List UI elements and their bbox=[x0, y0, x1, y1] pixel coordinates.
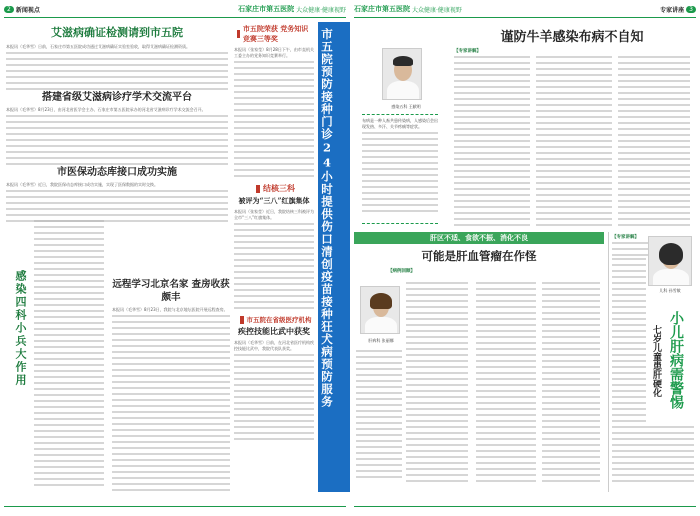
page-number: 3 bbox=[686, 6, 696, 13]
article-body bbox=[234, 47, 314, 177]
footer-rule bbox=[4, 506, 346, 507]
body-text-block bbox=[234, 223, 314, 309]
page-header bbox=[354, 2, 696, 16]
photo-hair bbox=[393, 56, 413, 66]
vaccination-banner bbox=[318, 22, 350, 492]
body-text-block bbox=[6, 52, 228, 92]
doctor-caption: 儿科 孙雪敏 bbox=[659, 288, 681, 293]
vertical-subhead: 七岁儿童患肝硬化 bbox=[651, 325, 661, 397]
doctor-caption: 感染五科 王献明 bbox=[391, 104, 421, 109]
vertical-headline: 小儿肝病需警惕 bbox=[668, 311, 684, 409]
headline: 疾控技能比武中获奖 bbox=[238, 326, 310, 336]
article-aids-forum bbox=[6, 88, 228, 171]
article-lead: 本报讯（张家莹）近日，我院结核三科被评为全市“三八”红旗集体。 bbox=[234, 209, 314, 221]
banner-text: 市五院预防接种门诊24小时提供伤口清创疫苗接种狂犬病预防服务 bbox=[320, 28, 334, 408]
article-hemangioma bbox=[354, 246, 604, 496]
photo-hair bbox=[370, 293, 392, 309]
headline: 谨防牛羊感染布病不自知 bbox=[500, 30, 644, 45]
kicker-bar bbox=[234, 315, 314, 324]
article-lead: 本报讯（毛华雪）近日，我院医保动态库接口成功实施，实现了医保数据的实时交换。 bbox=[6, 182, 158, 187]
quote-lines bbox=[362, 132, 438, 212]
doctor-photo bbox=[382, 48, 422, 100]
column-divider bbox=[608, 232, 609, 492]
body-text-block bbox=[34, 220, 104, 488]
web-tag: 大众健康·健康视野 bbox=[412, 6, 462, 14]
page-header bbox=[4, 2, 346, 16]
kicker-stripe bbox=[237, 30, 240, 38]
news-column bbox=[234, 22, 314, 492]
hospital-brand: 石家庄市第五医院 bbox=[238, 5, 295, 13]
headline: 市医保动态库接口成功实施 bbox=[57, 167, 177, 178]
body-text-block bbox=[234, 61, 314, 177]
text-column bbox=[618, 56, 690, 226]
text-column bbox=[612, 258, 646, 422]
text-column bbox=[476, 282, 536, 482]
header-rule bbox=[4, 17, 346, 18]
text-column bbox=[542, 282, 600, 482]
article-lead: 本报讯（毛华雪）8月23日，由河北省医学会主办、石家庄市第五医院承办的河北省艾滋病诊疗学术交流会召开。 bbox=[6, 107, 206, 112]
kicker: 市五院在省级医疗机构 bbox=[246, 316, 312, 324]
kicker-bar bbox=[234, 24, 314, 44]
kicker-stripe bbox=[256, 185, 260, 193]
text-column bbox=[612, 426, 694, 486]
kicker: 市五院荣获 党务知识竞赛三等奖 bbox=[242, 24, 309, 43]
body-text-block bbox=[6, 115, 228, 167]
text-column bbox=[406, 282, 468, 482]
text-column bbox=[356, 350, 402, 482]
doctor-photo bbox=[648, 236, 692, 286]
section-tag: 【病例回顾】 bbox=[388, 269, 415, 274]
kicker-stripe bbox=[240, 316, 244, 324]
section-tag: 【专家讲解】 bbox=[612, 235, 639, 240]
text-column bbox=[454, 56, 530, 226]
article-body bbox=[6, 107, 228, 171]
quote-text: 布病是一种人畜共患传染病，人感染后会出现发热、多汗、关节疼痛等症状。 bbox=[362, 118, 438, 130]
photo-body bbox=[653, 269, 689, 286]
doctor-caption: 肝病科 张丽娜 bbox=[368, 338, 394, 343]
section-name: 新闻视点 bbox=[15, 6, 40, 14]
hospital-brand: 石家庄市第五医院 bbox=[354, 5, 410, 13]
headline: 远程学习北京名家 查房收获颇丰 bbox=[112, 279, 230, 303]
doctor-photo bbox=[360, 286, 400, 334]
text-column bbox=[612, 242, 648, 256]
article-body bbox=[234, 340, 314, 440]
headline: 艾滋病确证检测请到市五院 bbox=[51, 26, 183, 39]
section-tag: 【专家讲解】 bbox=[454, 49, 481, 54]
photo-body bbox=[365, 317, 397, 334]
photo-body bbox=[387, 81, 419, 100]
article-body bbox=[6, 44, 228, 94]
article-infection-ward bbox=[6, 220, 106, 490]
headline: 可能是肝血管瘤在作怪 bbox=[421, 249, 537, 263]
body-text-block bbox=[234, 354, 314, 440]
kicker-bar bbox=[234, 183, 314, 194]
article-body bbox=[112, 307, 230, 497]
symptom-banner: 肝区不适、食欲不振、消化不良 bbox=[354, 232, 604, 244]
article-insurance bbox=[6, 163, 228, 228]
kicker: 结核三科 bbox=[263, 183, 295, 193]
article-lead: 本报讯（毛华雪）8月23日，我院与北京地坛医院开展远程查房。 bbox=[112, 307, 228, 312]
article-lead: 本报讯（毛华雪）日前，石家庄市第五医院成功通过艾滋病确证实验室验收，取得艾滋病确证检测资质。 bbox=[6, 44, 190, 49]
article-body bbox=[454, 48, 690, 228]
text-column bbox=[536, 56, 612, 226]
text-columns bbox=[454, 56, 690, 226]
pull-quote bbox=[362, 114, 438, 224]
right-page bbox=[350, 0, 700, 516]
web-tag: 大众健康·健康视野 bbox=[296, 6, 346, 14]
article-hiv-test bbox=[6, 24, 228, 94]
section-name: 专家讲座 bbox=[660, 6, 685, 14]
vertical-headline: 感染四科小兵大作用 bbox=[14, 269, 27, 387]
header-rule bbox=[354, 17, 696, 18]
article-brucellosis bbox=[354, 22, 696, 232]
article-lead: 本报讯（毛华雪）日前，在河北省医疗机构疾控技能比武中，我院代表队获奖。 bbox=[234, 340, 314, 352]
article-remote-rounds bbox=[112, 278, 230, 497]
article-lead: 本报讯（张家莹）8月28日下午，由市直机关工委主办的党务知识竞赛举行。 bbox=[234, 47, 314, 59]
headline: 被评为“三八”红旗集体 bbox=[238, 196, 310, 205]
photo-hair bbox=[659, 243, 683, 265]
footer-rule bbox=[354, 506, 696, 507]
page-number: 2 bbox=[4, 6, 14, 13]
headline: 搭建省级艾滋病诊疗学术交流平台 bbox=[42, 92, 192, 103]
body-text-block bbox=[112, 315, 230, 493]
article-body bbox=[234, 209, 314, 309]
article-pediatric-liver bbox=[612, 232, 696, 492]
